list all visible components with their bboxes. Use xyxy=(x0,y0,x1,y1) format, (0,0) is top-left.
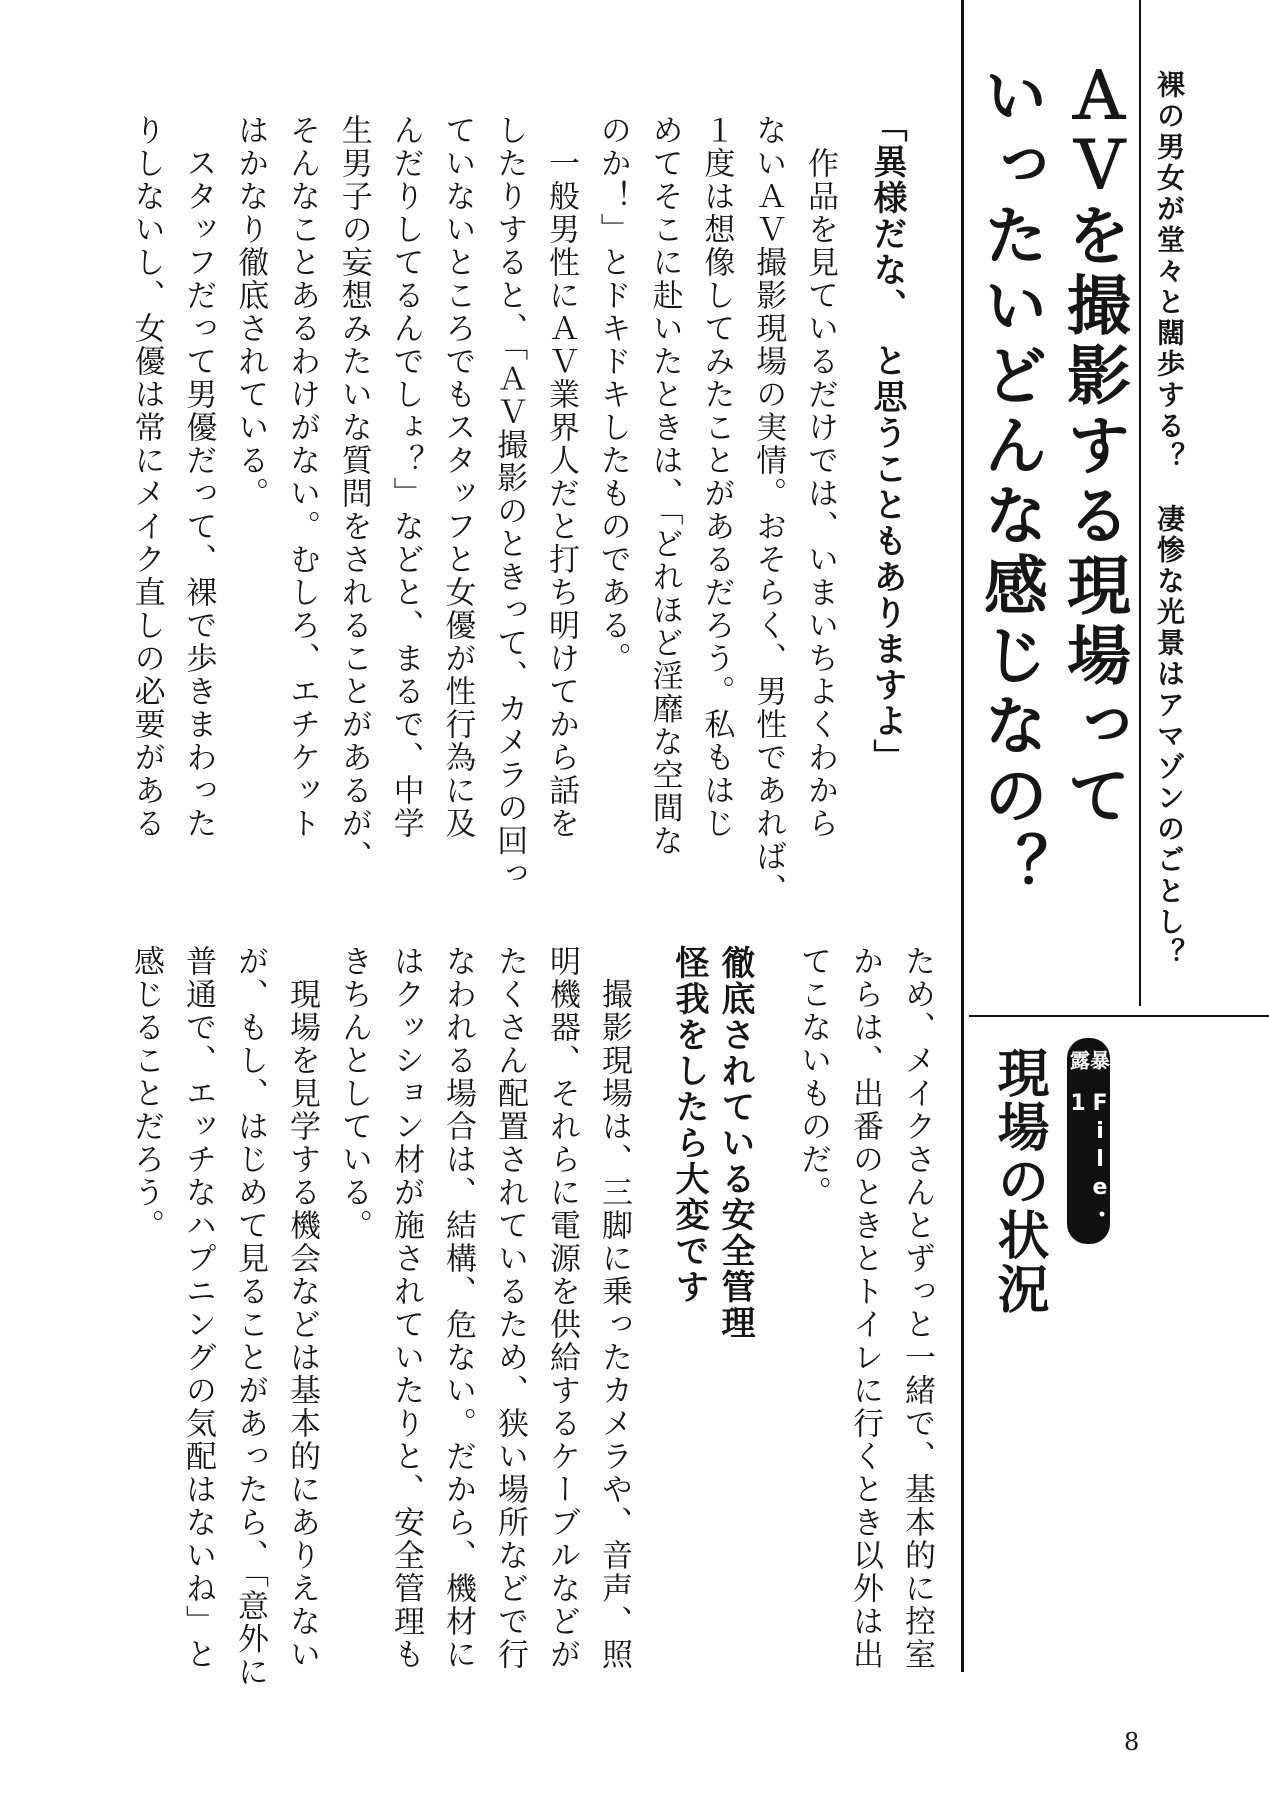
text-column: 生男子の妄想みたいな質問をされることがあるが、 xyxy=(335,114,372,873)
subtitle: 裸の男女が堂々と闊歩する？ 凄惨な光景はアマゾンのごとし？ xyxy=(1153,70,1186,969)
text-column: 明機器、それらに電源を供給するケーブルなどが xyxy=(544,945,580,1671)
title-line-1: ＡＶを撮影する現場って xyxy=(1056,62,1130,832)
text-column: のか！」とドキドキしたものである。 xyxy=(594,114,631,675)
text-column: ため、メイクさんとずっと一緒で、基本的に控室 xyxy=(899,945,935,1671)
text-column: たくさん配置されているため、狭い場所などで行 xyxy=(492,945,528,1671)
file-badge xyxy=(1065,1038,1113,1244)
text-column: したりすると、「ＡＶ撮影のときって、カメラの回っ xyxy=(491,114,528,891)
section-title: 現場の状況 xyxy=(988,1046,1048,1316)
lower-heading-line-1: 徹底されている安全管理 xyxy=(715,945,755,1341)
text-column: りしないし、女優は常にメイク直しの必要がある xyxy=(128,114,165,840)
text-column: てこないものだ。 xyxy=(795,945,831,1209)
main-vertical-rule xyxy=(961,0,964,1672)
section-horizontal-rule xyxy=(969,1015,1269,1017)
text-column: 作品を見ているだけでは、いまいちよくわから xyxy=(802,114,838,840)
text-column: １度は想像してみたことがあるだろう。私もはじ xyxy=(698,114,735,840)
text-column: んだりしてるんでしょ？」などと、まるで、中学 xyxy=(387,114,424,840)
text-column: 感じることだろう。 xyxy=(128,945,164,1242)
text-column: はクッション材が施されていたりと、安全管理も xyxy=(388,945,424,1671)
text-column: スタッフだって男優だって、裸で歩きまわった xyxy=(180,114,217,840)
text-column: そんなことあるわけがない。むしろ、エチケット xyxy=(284,114,320,840)
text-column: めてそこに赴いたときは、「どれほど淫靡な空間な xyxy=(646,114,683,858)
text-column: きちんとしている。 xyxy=(336,945,372,1242)
badge-label: 暴露 xyxy=(1066,1050,1111,1070)
text-column: が、もし、はじめて見ることがあったら、「意外に xyxy=(232,945,268,1689)
text-column: 撮影現場は、三脚に乗ったカメラや、音声、照 xyxy=(596,945,632,1671)
badge-number: File・1 xyxy=(1065,1091,1113,1229)
upper-heading: 「異様だな、 と思うこともありますよ」 xyxy=(867,108,907,775)
text-column: からは、出番のときとトイレに行くとき以外は出 xyxy=(847,945,883,1671)
title-vertical-rule xyxy=(1139,0,1141,1006)
title-line-2: いったいどんな感じなの？ xyxy=(973,62,1047,902)
text-column: はかなり徹底されている。 xyxy=(232,114,269,510)
text-column: 現場を見学する機会などは基本的にありえない xyxy=(284,945,320,1671)
text-column: ていないところでもスタッフと女優が性行為に及 xyxy=(439,114,476,840)
text-column: ないＡＶ撮影現場の実情。おそらく、男性であれば、 xyxy=(750,114,787,906)
lower-heading-line-2: 怪我をしたら大変です xyxy=(669,945,709,1305)
text-column: 一般男性にＡＶ業界人だと打ち明けてから話を xyxy=(543,114,579,840)
page-number: 8 xyxy=(1124,1728,1140,1756)
text-column: 普通で、エッチなハプニングの気配はないね」と xyxy=(180,945,216,1671)
text-column: なわれる場合は、結構、危ない。だから、機材に xyxy=(440,945,476,1671)
